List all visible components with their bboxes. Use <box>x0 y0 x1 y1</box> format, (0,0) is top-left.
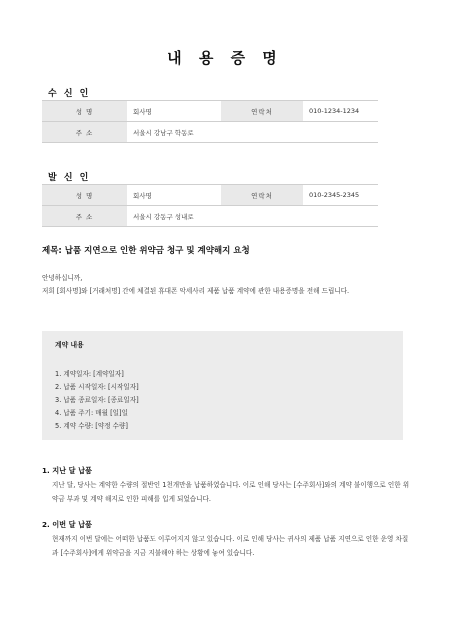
document-title: 내 용 증 명 <box>167 49 283 67</box>
list-item: 4. 납품 주기: 매월 [일]일 <box>55 409 128 417</box>
section-2-body: 현재까지 이번 달에는 어떠한 납품도 이루어지지 않고 있습니다. 이로 인해 당사는 귀사의 제품 납품 지연으로 인한 운영 차질과 [수주회사]에게 위약금을 지금 지불해야 하는 상황에 놓여 있습니다. <box>52 535 409 557</box>
subject-line: 제목: 납품 지연으로 인한 위약금 청구 및 계약해지 요청 <box>42 246 250 256</box>
greeting: 안녕하십니까, <box>42 274 83 282</box>
recipient-name-value: 회사명 <box>127 101 221 122</box>
recipient-heading: 수 신 인 <box>48 89 91 99</box>
recipient-contact-label: 연락처 <box>221 101 303 122</box>
section-2-title: 2. 이번 달 납품 <box>42 520 92 529</box>
recipient-name-label: 성 명 <box>42 101 127 122</box>
sender-address-value: 서울시 강동구 성내로 <box>127 206 378 227</box>
sender-name-row <box>42 185 378 206</box>
section-1-body: 지난 달, 당사는 계약한 수량의 절반인 1천개만을 납품하였습니다. 이로 인해 당사는 [수주회사]와의 계약 불이행으로 인한 위약금 부과 및 계약 해지로 인한 피해를 입게 되었습니다. <box>52 481 410 503</box>
sender-name-label: 성 명 <box>42 185 127 206</box>
recipient-contact-value: 010-1234-1234 <box>303 101 378 122</box>
list-item: 2. 납품 시작일자: [시작일자] <box>55 383 139 391</box>
contract-box <box>42 331 403 440</box>
list-item: 3. 납품 종료일자: [종료일자] <box>55 396 139 404</box>
list-item: 1. 계약일자: [계약일자] <box>55 370 124 378</box>
contract-list <box>55 368 139 433</box>
section-1-title: 1. 지난 달 납품 <box>42 466 92 475</box>
intro-paragraph: 저희 [회사명]와 [거래처명] 간에 체결된 휴대폰 악세사리 제품 납품 계약에 관한 내용증명을 전해 드립니다. <box>42 287 350 295</box>
sender-name-value: 회사명 <box>127 185 221 206</box>
recipient-address-row <box>42 122 378 143</box>
sender-address-label: 주 소 <box>42 206 127 227</box>
recipient-address-label: 주 소 <box>42 122 127 143</box>
sender-heading: 발 신 인 <box>48 173 91 183</box>
contract-title: 계약 내용 <box>55 341 84 349</box>
sender-address-row <box>42 206 378 227</box>
sender-table <box>42 184 378 227</box>
sender-contact-value: 010-2345-2345 <box>303 185 378 206</box>
recipient-table <box>42 100 378 143</box>
list-item: 5. 계약 수량: [약정 수량] <box>55 422 128 430</box>
recipient-address-value: 서울시 강남구 학동로 <box>127 122 378 143</box>
sender-contact-label: 연락처 <box>221 185 303 206</box>
recipient-name-row <box>42 101 378 122</box>
